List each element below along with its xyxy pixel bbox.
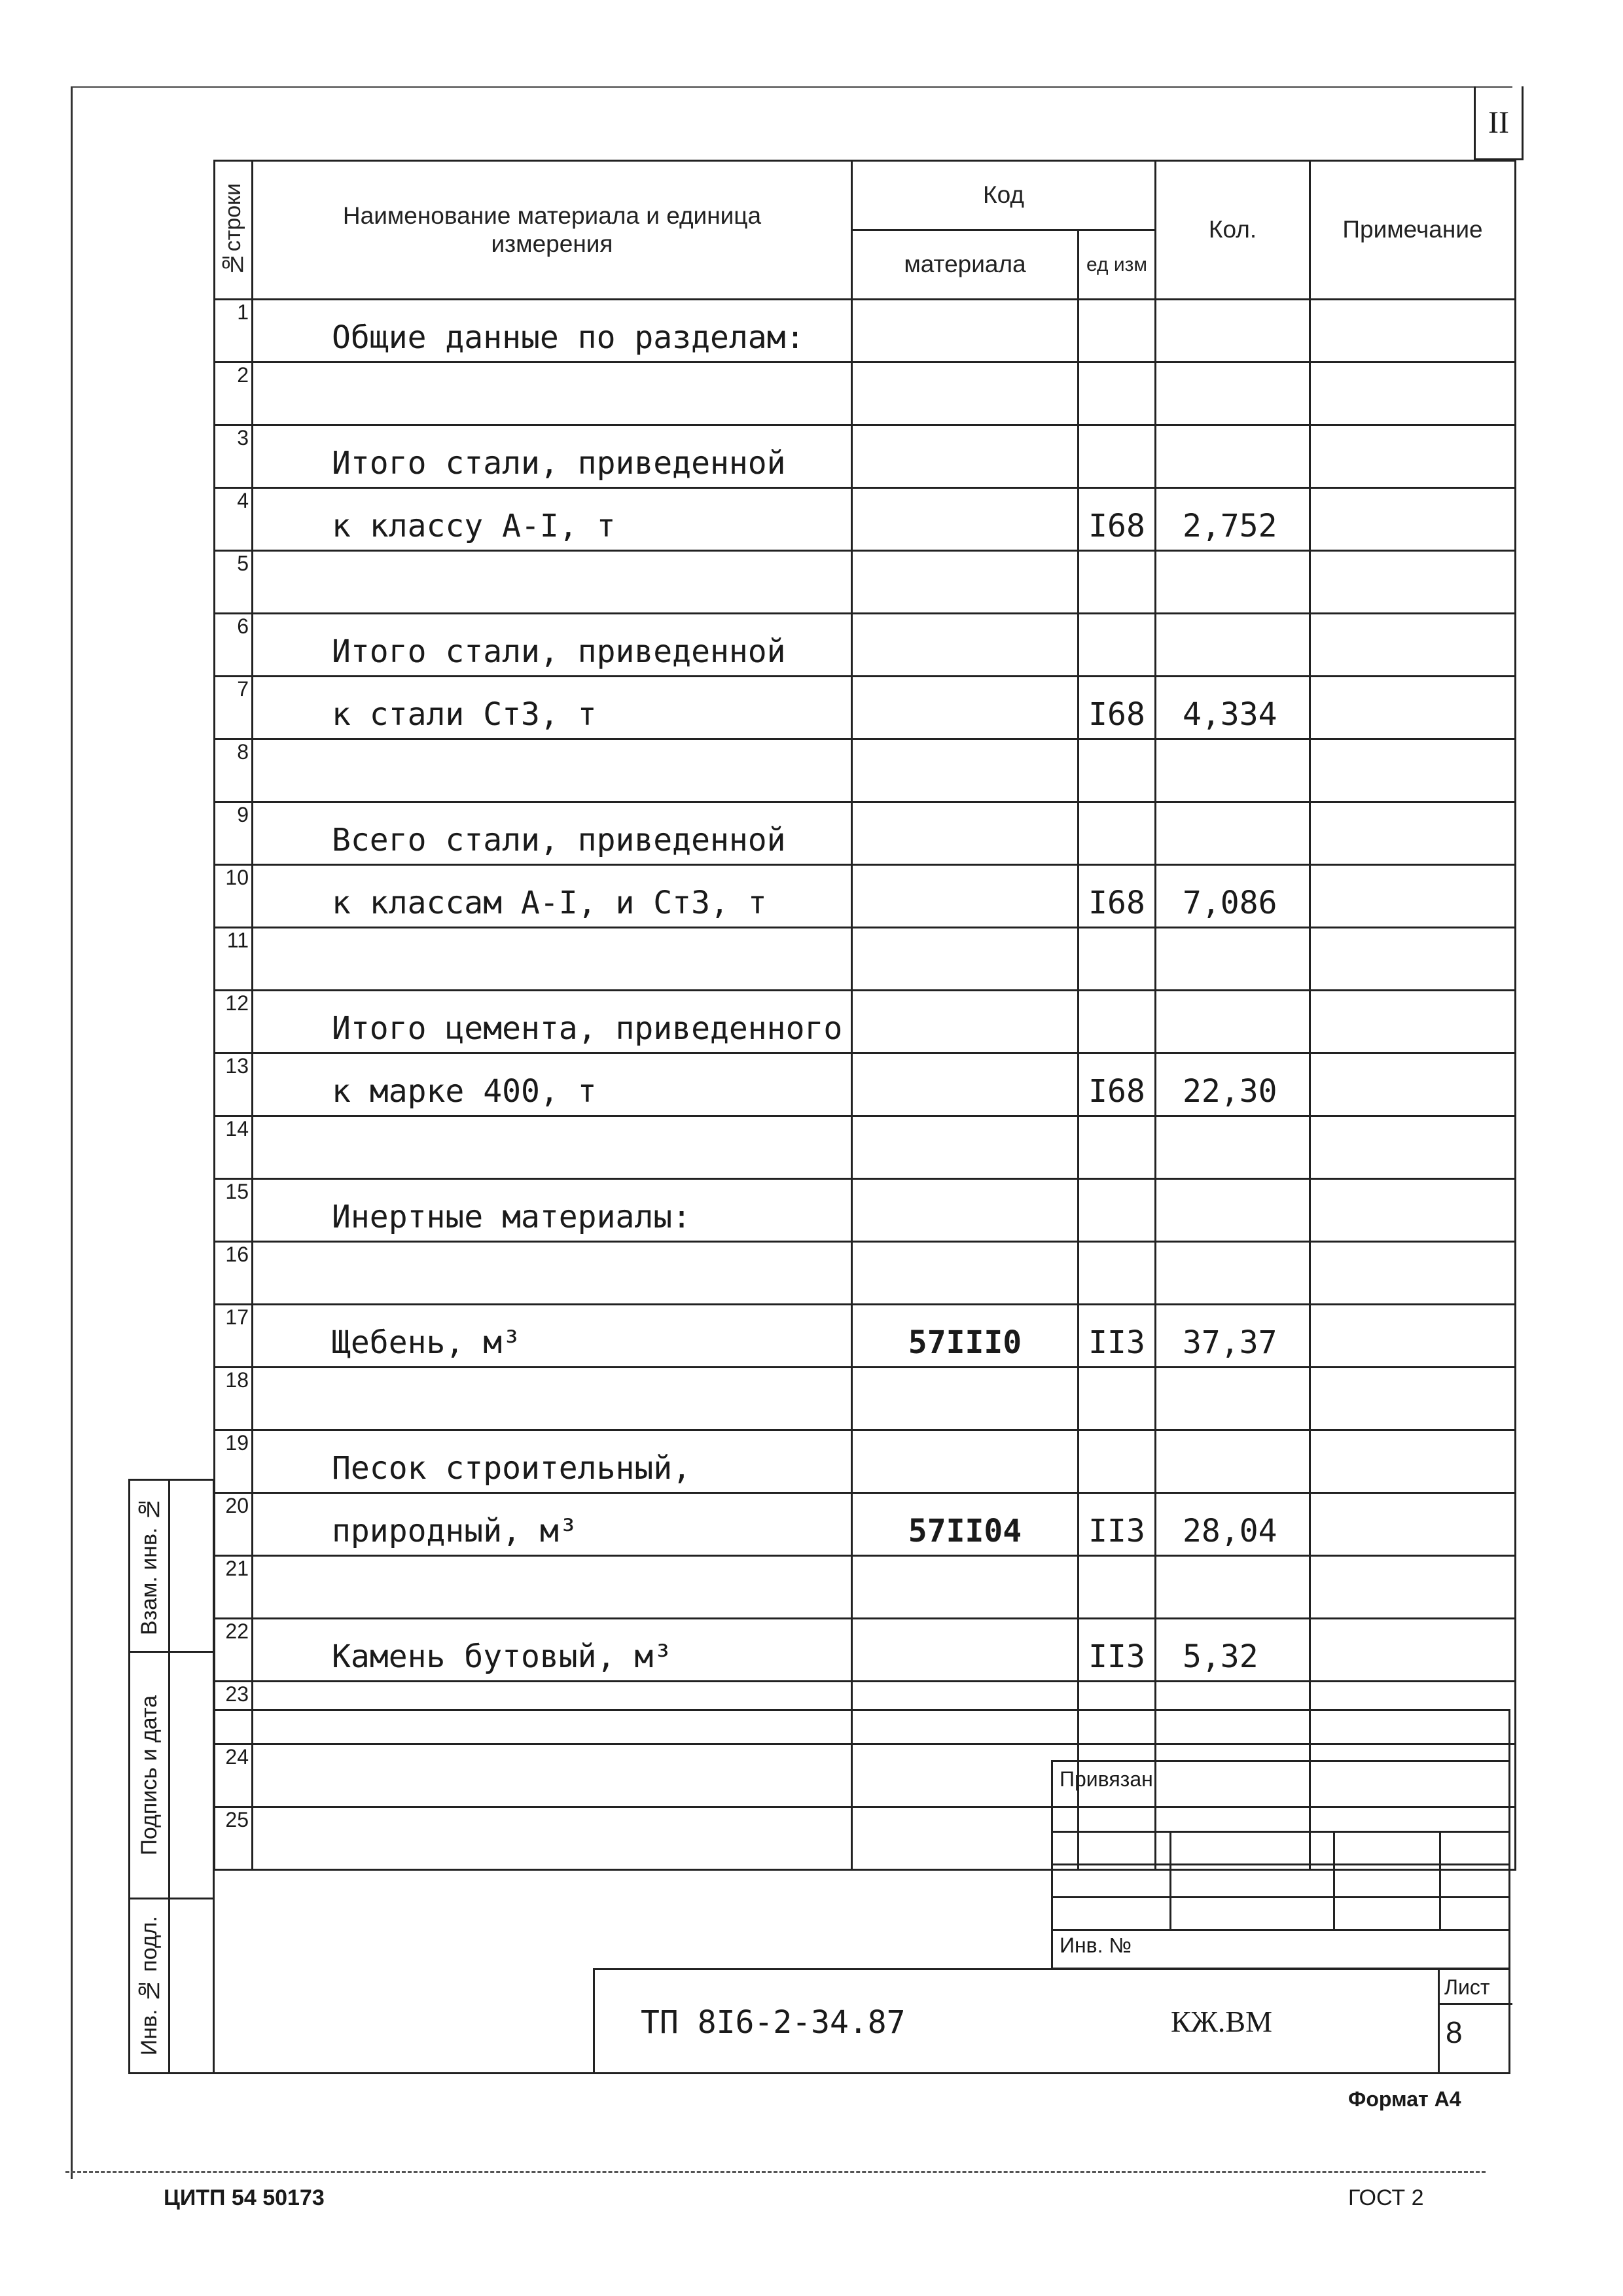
material-name-cell [253,551,852,614]
row-number-cell: 12 [215,991,253,1053]
unit-code-cell: I68 [1079,865,1156,928]
material-code-cell [852,425,1079,488]
header-code: Код [852,161,1156,230]
material-code-cell [852,802,1079,865]
quantity-cell [1156,802,1310,865]
note-cell [1310,1305,1516,1368]
unit-code-cell [1079,1556,1156,1619]
row-number-cell: 10 [215,865,253,928]
unit-code-cell: I68 [1079,677,1156,739]
note-cell [1310,425,1516,488]
note-cell [1310,802,1516,865]
material-name-cell [253,739,852,802]
unit-code-cell: I68 [1079,488,1156,551]
side-label-vzam: Взам. инв. № [136,1496,162,1636]
cut-line [65,2171,1486,2173]
stamp-privyazan-box [1051,1760,1510,1969]
material-name-cell [253,362,852,425]
table-row [215,1430,1516,1493]
material-name-cell: Итого цемента, приведенного [253,991,852,1053]
note-cell [1310,1179,1516,1242]
material-name-cell: к стали Ст3, т [253,677,852,739]
note-cell [1310,677,1516,739]
quantity-cell [1156,1242,1310,1305]
note-cell [1310,300,1516,362]
quantity-cell [1156,1368,1310,1430]
material-name-cell: Песок строительный, [253,1430,852,1493]
material-code-cell: 57II04 [852,1493,1079,1556]
stamp-inv-label: Инв. № [1060,1934,1132,1957]
note-cell [1310,1430,1516,1493]
quantity-cell: 37,37 [1156,1305,1310,1368]
row-number-cell: 5 [215,551,253,614]
unit-code-cell [1079,1242,1156,1305]
table-row [215,1556,1516,1619]
material-name-cell [253,1556,852,1619]
unit-code-cell [1079,802,1156,865]
material-name-cell: Общие данные по разделам: [253,300,852,362]
material-name-cell: природный, м³ [253,1493,852,1556]
format-label: Формат А4 [1348,2087,1461,2111]
quantity-cell [1156,614,1310,677]
bottom-left-code: ЦИТП 54 50173 [164,2185,325,2210]
table-body [215,300,1516,1870]
quantity-cell [1156,1116,1310,1179]
row-number-cell: 7 [215,677,253,739]
material-code-cell [852,1242,1079,1305]
material-name-cell [253,1368,852,1430]
side-strip-podpis [128,1651,215,1899]
note-cell [1310,488,1516,551]
row-number-cell: 22 [215,1619,253,1682]
row-number-cell: 4 [215,488,253,551]
material-name-cell: к классу А-I, т [253,488,852,551]
material-code-cell [852,300,1079,362]
material-name-cell: Всего стали, приведенной [253,802,852,865]
table-row [215,614,1516,677]
row-number-cell: 8 [215,739,253,802]
unit-code-cell [1079,1116,1156,1179]
note-cell [1310,1242,1516,1305]
unit-code-cell [1079,614,1156,677]
row-number-cell: 19 [215,1430,253,1493]
table-row [215,802,1516,865]
row-number-cell: 9 [215,802,253,865]
side-strip-inv [128,1898,215,2074]
material-code-cell [852,614,1079,677]
row-number-cell: 24 [215,1744,253,1807]
quantity-cell [1156,991,1310,1053]
unit-code-cell [1079,1368,1156,1430]
unit-code-cell [1079,551,1156,614]
material-name-cell: Итого стали, приведенной [253,425,852,488]
stamp-doc-code: ТП 8I6-2-34.87 [641,2004,906,2041]
table-row [215,739,1516,802]
header-row-number: №строки [215,161,253,300]
material-code-cell [852,739,1079,802]
header-code-unit: ед изм [1079,230,1156,300]
stamp-doc-mark: КЖ.ВМ [1171,2005,1272,2038]
note-cell [1310,614,1516,677]
table-row [215,362,1516,425]
unit-code-cell [1079,300,1156,362]
corner-sheet-number: II [1474,86,1524,160]
note-cell [1310,1116,1516,1179]
material-code-cell [852,1053,1079,1116]
row-number-cell: 14 [215,1116,253,1179]
unit-code-cell: II3 [1079,1619,1156,1682]
material-code-cell [852,991,1079,1053]
stamp-list-number: 8 [1446,2015,1463,2049]
note-cell [1310,928,1516,991]
unit-code-cell [1079,362,1156,425]
note-cell [1310,362,1516,425]
quantity-cell [1156,300,1310,362]
table-row [215,1053,1516,1116]
table-row [215,1305,1516,1368]
table-row [215,928,1516,991]
note-cell [1310,739,1516,802]
material-code-cell [852,1619,1079,1682]
material-code-cell [852,1179,1079,1242]
table-row [215,1179,1516,1242]
unit-code-cell: II3 [1079,1493,1156,1556]
table-row [215,1368,1516,1430]
header-code-material: материала [852,230,1079,300]
row-number-cell: 13 [215,1053,253,1116]
unit-code-cell [1079,1179,1156,1242]
quantity-cell: 5,32 [1156,1619,1310,1682]
material-name-cell: Инертные материалы: [253,1179,852,1242]
unit-code-cell [1079,928,1156,991]
quantity-cell [1156,1179,1310,1242]
header-name: Наименование материала и единица измерения [253,161,852,300]
table-row [215,425,1516,488]
note-cell [1310,865,1516,928]
row-number-cell: 3 [215,425,253,488]
material-code-cell: 57III0 [852,1305,1079,1368]
quantity-cell: 28,04 [1156,1493,1310,1556]
material-code-cell [852,551,1079,614]
quantity-cell [1156,362,1310,425]
header-qty: Кол. [1156,161,1310,300]
unit-code-cell: I68 [1079,1053,1156,1116]
table-row [215,488,1516,551]
material-name-cell [253,1116,852,1179]
quantity-cell: 4,334 [1156,677,1310,739]
table-row [215,991,1516,1053]
material-name-cell: Камень бутовый, м³ [253,1619,852,1682]
row-number-cell: 2 [215,362,253,425]
row-number-cell: 15 [215,1179,253,1242]
material-code-cell [852,1556,1079,1619]
quantity-cell: 7,086 [1156,865,1310,928]
note-cell [1310,991,1516,1053]
material-name-cell: к марке 400, т [253,1053,852,1116]
material-code-cell [852,677,1079,739]
material-code-cell [852,928,1079,991]
row-number-cell: 17 [215,1305,253,1368]
header-note: Примечание [1310,161,1516,300]
material-name-cell [253,928,852,991]
table-row [215,1493,1516,1556]
material-code-cell [852,1368,1079,1430]
side-strip-vzam [128,1479,215,1653]
table-row [215,1116,1516,1179]
table-row [215,1619,1516,1682]
row-number-cell: 11 [215,928,253,991]
material-code-cell [852,362,1079,425]
row-number-cell: 18 [215,1368,253,1430]
material-code-cell [852,488,1079,551]
material-code-cell [852,1430,1079,1493]
quantity-cell [1156,551,1310,614]
material-name-cell: Щебень, м³ [253,1305,852,1368]
row-number-cell: 16 [215,1242,253,1305]
note-cell [1310,1368,1516,1430]
row-number-cell: 25 [215,1807,253,1870]
quantity-cell [1156,1556,1310,1619]
materials-table [213,160,1516,1871]
table-row [215,551,1516,614]
row-number-cell: 20 [215,1493,253,1556]
stamp-list-label: Лист [1444,1975,1490,1999]
unit-code-cell: II3 [1079,1305,1156,1368]
table-row [215,300,1516,362]
material-name-cell [253,1242,852,1305]
note-cell [1310,551,1516,614]
quantity-cell [1156,425,1310,488]
material-name-cell: Итого стали, приведенной [253,614,852,677]
quantity-cell [1156,1430,1310,1493]
quantity-cell [1156,739,1310,802]
bottom-right-code: ГОСТ 2 [1348,2185,1424,2210]
material-code-cell [852,865,1079,928]
row-number-cell: 6 [215,614,253,677]
side-label-podpis: Подпись и дата [136,1695,162,1856]
table-row [215,865,1516,928]
unit-code-cell [1079,739,1156,802]
row-number-cell: 1 [215,300,253,362]
unit-code-cell [1079,991,1156,1053]
side-label-inv: Инв. № подл. [136,1916,162,2056]
quantity-cell: 22,30 [1156,1053,1310,1116]
table-row [215,677,1516,739]
unit-code-cell [1079,425,1156,488]
stamp-privyazan-label: Привязан [1060,1767,1153,1791]
unit-code-cell [1079,1430,1156,1493]
note-cell [1310,1619,1516,1682]
row-number-cell: 21 [215,1556,253,1619]
note-cell [1310,1556,1516,1619]
note-cell [1310,1493,1516,1556]
quantity-cell [1156,928,1310,991]
row-number-cell: 23 [215,1682,253,1744]
quantity-cell: 2,752 [1156,488,1310,551]
material-code-cell [852,1116,1079,1179]
table-row [215,1242,1516,1305]
note-cell [1310,1053,1516,1116]
material-name-cell: к классам А-I, и Ст3, т [253,865,852,928]
stamp-title-block [593,1968,1510,2074]
